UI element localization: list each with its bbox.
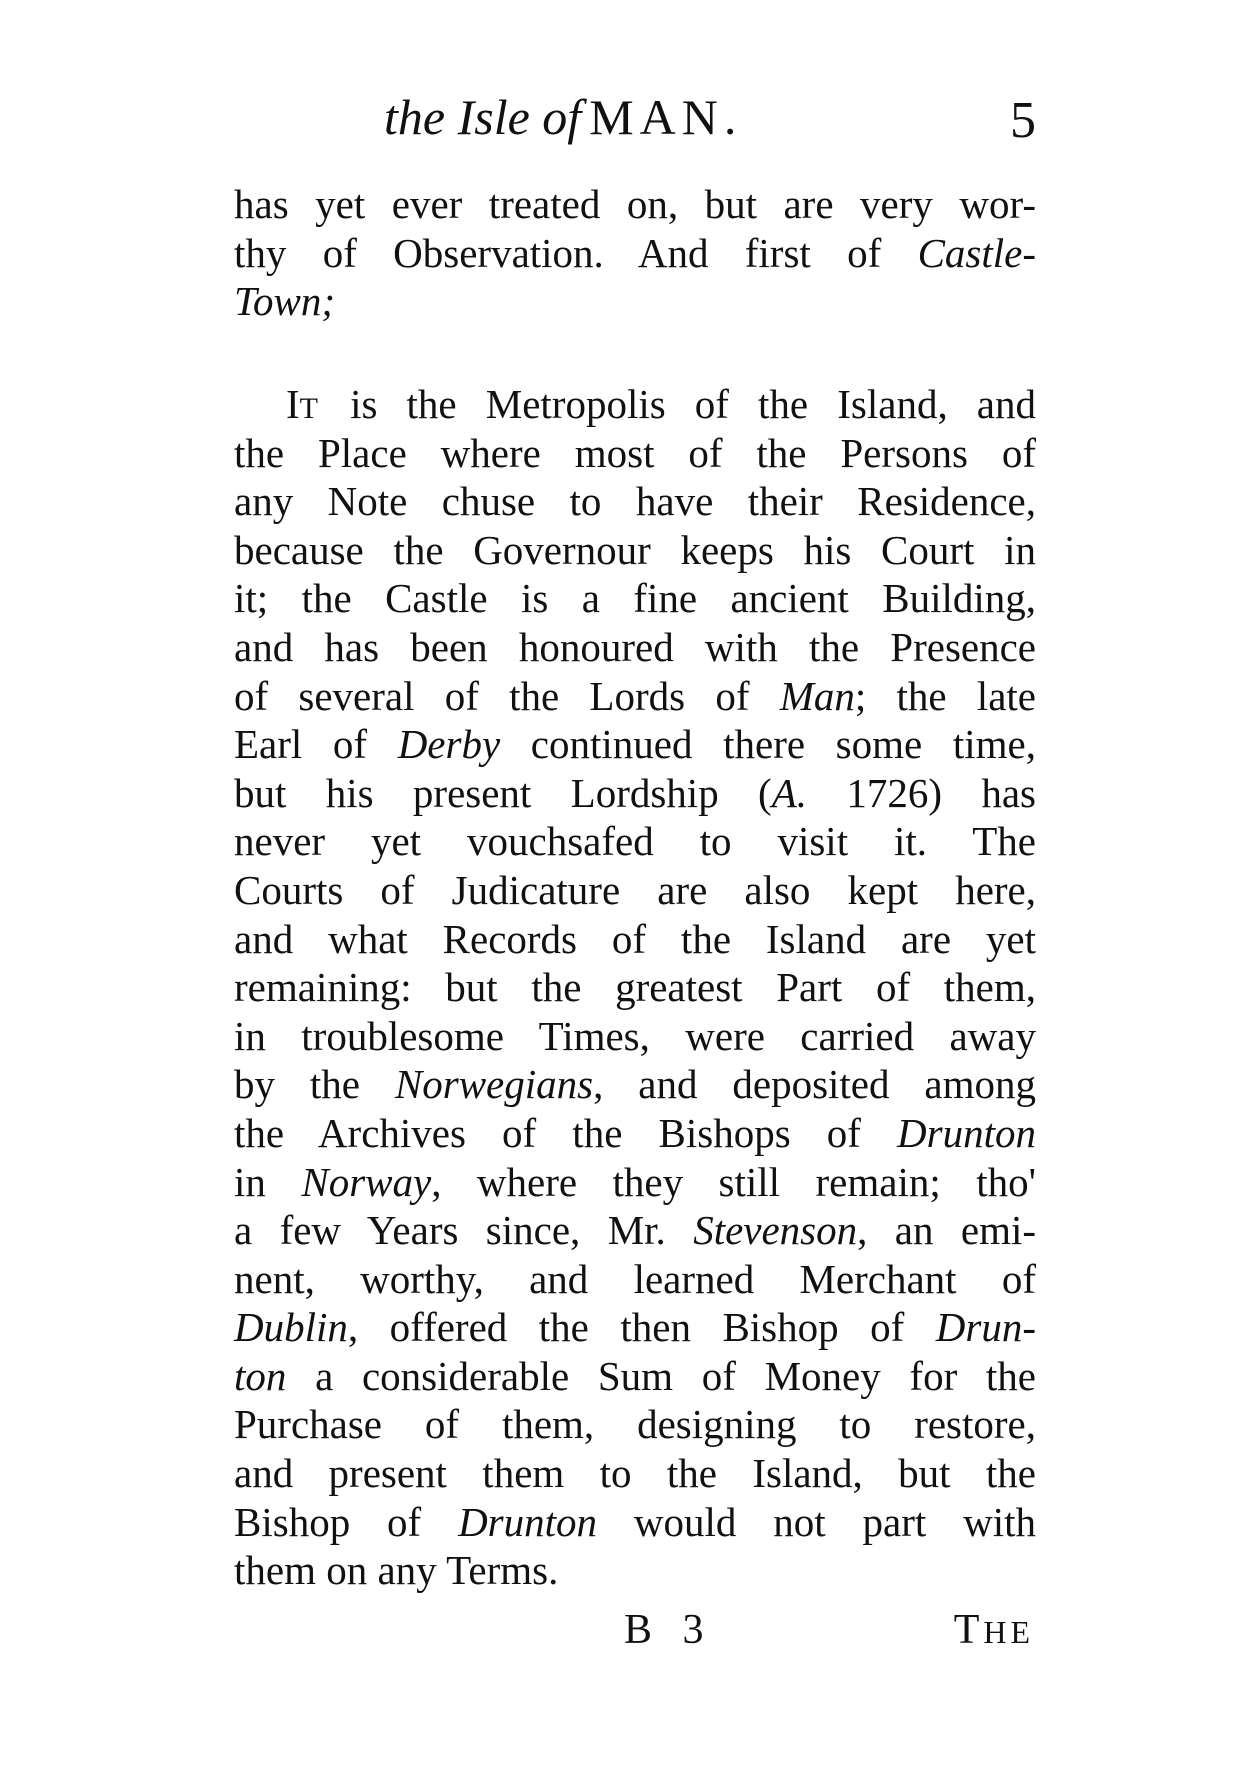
initial-small-caps: T	[299, 392, 321, 425]
running-head	[234, 82, 1036, 152]
town-italic: Town;	[234, 278, 336, 325]
italic-drunton: Drun-	[935, 1304, 1036, 1351]
text-line: never yet vouchsafed to visit it. The	[234, 818, 1036, 865]
text-line: and what Records of the Island are yet	[234, 915, 1036, 962]
paragraph-2	[234, 380, 1036, 1595]
text-line: the Place where most of the Persons of	[234, 429, 1036, 476]
italic-man: Man	[779, 672, 855, 719]
text-line: nent, worthy, and learned Merchant of	[234, 1255, 1036, 1302]
text-line: in Norway, where they still remain; tho'	[234, 1158, 1036, 1205]
text-line: any Note chuse to have their Residence,	[234, 478, 1036, 525]
italic-drunton: Drunton	[897, 1109, 1036, 1156]
italic-dublin: Dublin	[234, 1304, 348, 1351]
italic-drunton: Drunton	[458, 1498, 598, 1545]
catchword: THE	[953, 1607, 1034, 1653]
italic-anno: A.	[771, 769, 807, 816]
text-line: Courts of Judicature are also kept here,	[234, 866, 1036, 913]
text-line: of several of the Lords of Man; the late	[234, 672, 1036, 719]
text-line: the Archives of the Bishops of Drunton	[234, 1109, 1036, 1156]
paragraph-1	[234, 180, 1036, 326]
text-line: Bishop of Drunton would not part with	[234, 1498, 1036, 1545]
text-line: Dublin, offered the then Bishop of Drun-	[234, 1304, 1036, 1351]
signature-mark: B 3	[624, 1607, 714, 1653]
italic-stevenson: Stevenson	[693, 1207, 858, 1254]
running-head-title	[384, 82, 742, 152]
text-line: remaining: but the greatest Part of them,	[234, 964, 1036, 1011]
head-the: the	[384, 89, 446, 145]
italic-norwegians: Norwegians	[394, 1061, 594, 1108]
italic-drunton: ton	[234, 1352, 287, 1399]
text-line: thy of Observation. And first of Castle-	[234, 229, 1036, 276]
text-line: a few Years since, Mr. Stevenson, an emi-	[234, 1207, 1036, 1254]
text-line: in troublesome Times, were carried away	[234, 1012, 1036, 1059]
page-number: 5	[1010, 92, 1036, 149]
text-line: it; the Castle is a fine ancient Building,	[234, 575, 1036, 622]
castle-town-italic: Castle-	[917, 229, 1036, 276]
head-place: MAN.	[589, 89, 743, 145]
italic-derby: Derby	[397, 721, 501, 768]
text-line: them on any Terms.	[234, 1547, 559, 1594]
text-line: has yet ever treated on, but are very wor-	[234, 181, 1036, 227]
text-line: because the Governour keeps his Court in	[234, 526, 1036, 573]
italic-norway: Norway	[301, 1158, 432, 1205]
text-line: Earl of Derby continued there some time,	[234, 721, 1036, 768]
text-line: and has been honoured with the Presence	[234, 623, 1036, 670]
text-line: by the Norwegians, and deposited among	[234, 1061, 1036, 1108]
head-isle: Isle	[457, 89, 530, 145]
text-line: and present them to the Island, but the	[234, 1450, 1036, 1497]
head-of: of	[542, 89, 582, 145]
text-line: IT is the Metropolis of the Island, and	[286, 381, 1036, 427]
text-line: Purchase of them, designing to restore,	[234, 1401, 1036, 1448]
initial-letter: I	[286, 381, 300, 427]
text-line	[234, 277, 1036, 326]
text-line: but his present Lordship (A. 1726) has	[234, 769, 1036, 816]
text-line: ton a considerable Sum of Money for the	[234, 1352, 1036, 1399]
page-footer	[234, 1606, 1036, 1666]
